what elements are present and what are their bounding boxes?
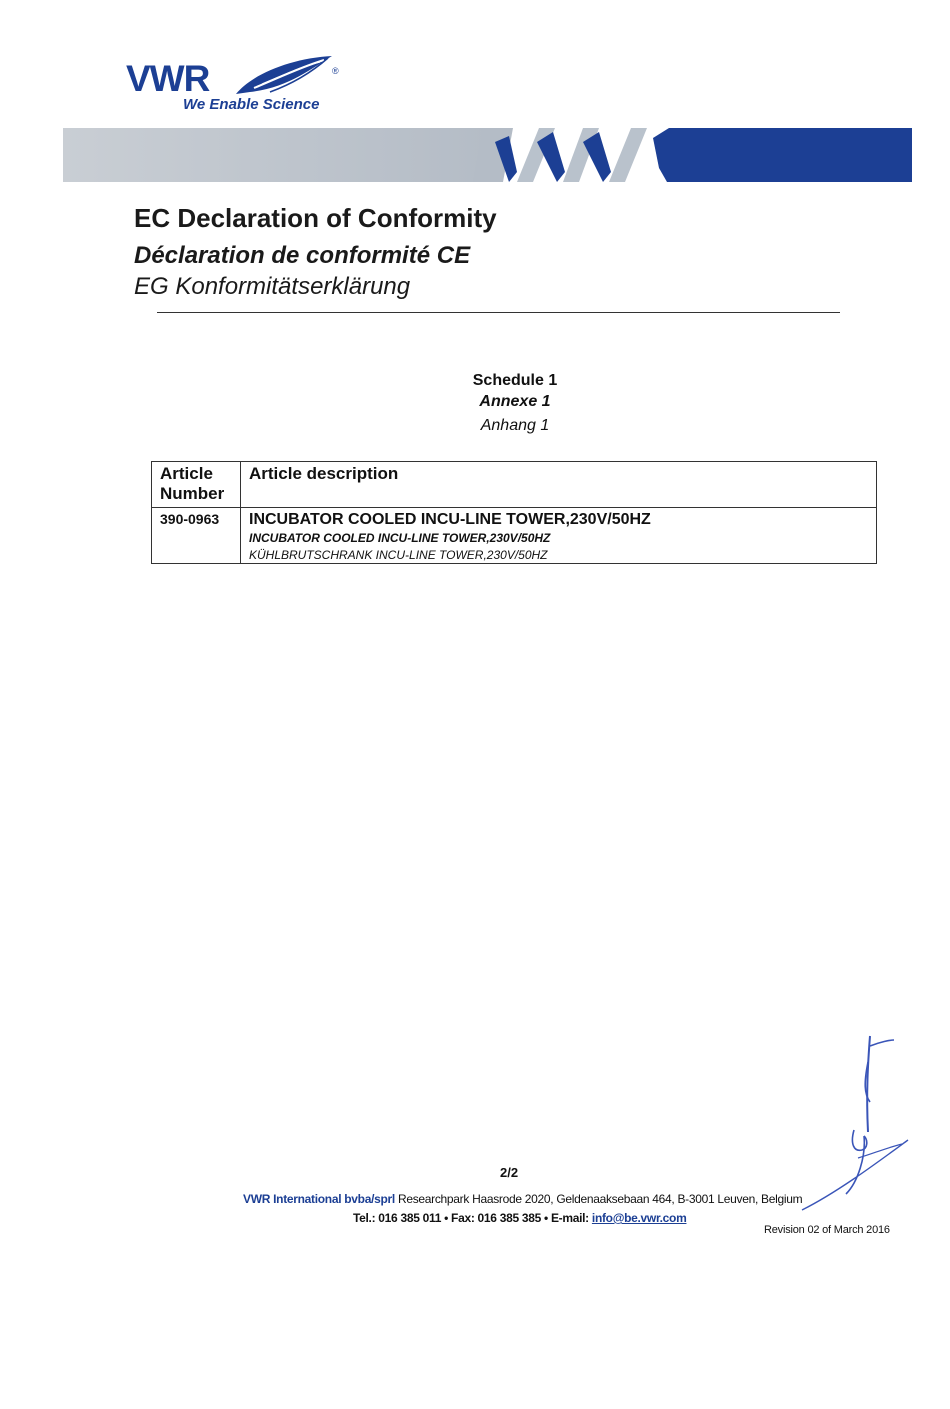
header-number-line1: Article (160, 464, 213, 483)
schedule-english: Schedule 1 (472, 372, 558, 389)
handwritten-signature (798, 1032, 914, 1212)
logo-wordmark: VWR (126, 58, 210, 99)
header-number-line2: Number (160, 484, 225, 503)
schedule-french: Annexe 1 (479, 393, 551, 410)
description-english: INCUBATOR COOLED INCU-LINE TOWER,230V/50HZ (249, 511, 651, 528)
header-description-label: Article description (249, 464, 399, 483)
title-french: Déclaration de conformité CE (134, 242, 471, 269)
title-divider (157, 312, 840, 313)
footer-address (243, 1192, 802, 1206)
email-link[interactable]: info@be.vwr.com (591, 1211, 687, 1225)
table-row (152, 508, 877, 564)
header-article-description (241, 462, 877, 508)
article-number: 390-0963 (160, 511, 220, 527)
table-header-row (152, 462, 877, 508)
footer-contact (353, 1211, 686, 1225)
article-table (151, 461, 877, 564)
logo-tagline: We Enable Science (183, 96, 320, 113)
footer-company: VWR International bvba/sprl (243, 1192, 395, 1206)
footer-phone-fax: Tel.: 016 385 011 • Fax: 016 385 385 • E-mail: (353, 1211, 592, 1225)
description-french: INCUBATOR COOLED INCU-LINE TOWER,230V/50HZ (249, 531, 551, 545)
description-german: KÜHLBRUTSCHRANK INCU-LINE TOWER,230V/50HZ (249, 548, 548, 562)
article-number-cell (152, 508, 241, 564)
footer-street: Researchpark Haasrode 2020, Geldenaaksebaan 464, B-3001 Leuven, Belgium (394, 1192, 803, 1206)
article-description-cell (241, 508, 877, 564)
page-number: 2/2 (500, 1165, 519, 1180)
header-article-number (152, 462, 241, 508)
schedule-german: Anhang 1 (480, 417, 550, 434)
header-banner (63, 128, 912, 182)
title-german: EG Konformitätserklärung (134, 273, 411, 300)
registered-mark: ® (332, 66, 339, 76)
revision-note: Revision 02 of March 2016 (764, 1224, 890, 1236)
vwr-logo (126, 52, 356, 122)
title-english: EC Declaration of Conformity (134, 203, 497, 233)
leaf-swoosh-icon (232, 54, 336, 98)
